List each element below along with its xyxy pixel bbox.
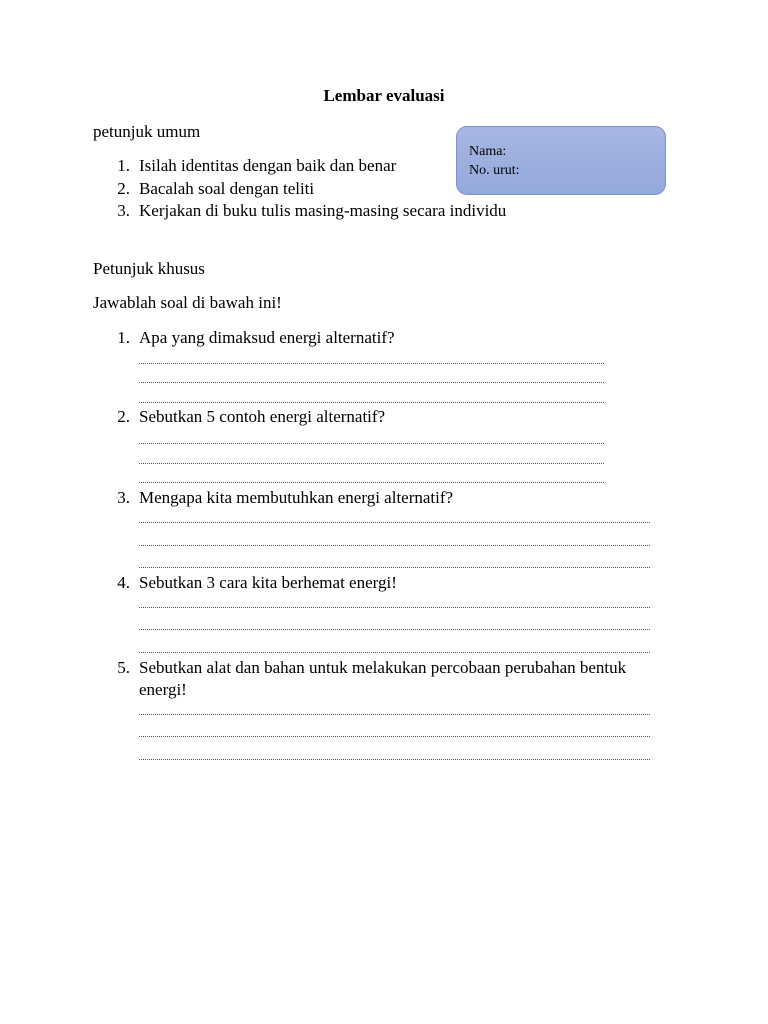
nama-label: Nama: bbox=[469, 144, 507, 159]
question-text-line-1: Sebutkan alat dan bahan untuk melakukan percobaan perubahan bentuk bbox=[139, 658, 627, 677]
answer-line bbox=[139, 482, 604, 483]
list-item-number: 2. bbox=[117, 179, 130, 198]
answer-line bbox=[139, 443, 604, 444]
question-number: 5. bbox=[117, 658, 130, 677]
answer-line bbox=[139, 652, 650, 653]
answer-line bbox=[139, 607, 650, 608]
list-item: Kerjakan di buku tulis masing-masing secara individu bbox=[139, 201, 507, 220]
answer-line bbox=[139, 463, 604, 464]
identity-box bbox=[456, 126, 666, 195]
answer-line bbox=[139, 759, 650, 760]
general-instructions-heading: petunjuk umum bbox=[93, 122, 201, 141]
question-text: Mengapa kita membutuhkan energi alternatif? bbox=[139, 488, 454, 507]
question-number: 4. bbox=[117, 573, 130, 592]
question-number: 1. bbox=[117, 328, 130, 347]
question-number: 3. bbox=[117, 488, 130, 507]
question-text: Sebutkan 3 cara kita berhemat energi! bbox=[139, 573, 397, 592]
list-item-number: 1. bbox=[117, 156, 130, 175]
answer-line bbox=[139, 402, 604, 403]
answer-line bbox=[139, 714, 650, 715]
answer-instruction: Jawablah soal di bawah ini! bbox=[93, 293, 282, 312]
list-item: Bacalah soal dengan teliti bbox=[139, 179, 315, 198]
answer-line bbox=[139, 382, 604, 383]
list-item: Isilah identitas dengan baik dan benar bbox=[139, 156, 397, 175]
question-text: Apa yang dimaksud energi alternatif? bbox=[139, 328, 395, 347]
no-urut-label: No. urut: bbox=[469, 163, 520, 178]
answer-line bbox=[139, 363, 604, 364]
question-number: 2. bbox=[117, 407, 130, 426]
question-text-line-2: energi! bbox=[139, 680, 187, 699]
answer-line bbox=[139, 629, 650, 630]
list-item-number: 3. bbox=[117, 201, 130, 220]
question-text: Sebutkan 5 contoh energi alternatif? bbox=[139, 407, 386, 426]
answer-line bbox=[139, 567, 650, 568]
answer-line bbox=[139, 545, 650, 546]
document-title: Lembar evaluasi bbox=[323, 86, 445, 105]
specific-instructions-heading: Petunjuk khusus bbox=[93, 259, 205, 278]
answer-line bbox=[139, 736, 650, 737]
answer-line bbox=[139, 522, 650, 523]
